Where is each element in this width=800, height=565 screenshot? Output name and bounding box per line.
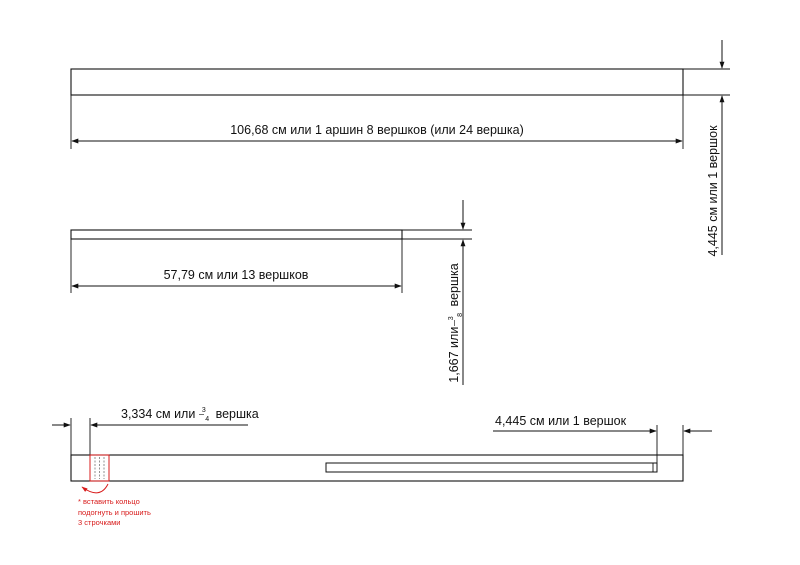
strip-2 <box>71 200 472 385</box>
strip-1-width-label: 4,445 см или 1 вершок <box>706 125 720 257</box>
strip-2-rect <box>71 230 402 239</box>
strip-3 <box>52 401 712 493</box>
strip-2-width-label <box>442 263 465 382</box>
note-line-2: подогнуть и прошить <box>78 508 151 517</box>
strip-3-end-label <box>121 401 259 424</box>
strip-3-slot <box>326 463 657 472</box>
strip-2-width-frac-den: 8 <box>457 312 464 317</box>
strip-2-width-suffix: вершка <box>447 263 461 307</box>
svg-text:1,667 или 3 8 <box>442 263 465 382</box>
strip-3-end-suffix: вершка <box>215 407 259 421</box>
note-line-3: 3 строчками <box>78 518 121 527</box>
strip-3-end-prefix: 3,334 см или <box>121 407 196 421</box>
strip-2-width-frac-num: 3 <box>448 316 455 321</box>
strip-2-length-label: 57,79 см или 13 вершков <box>163 268 309 282</box>
strip-3-right-label: 4,445 см или 1 вершок <box>495 414 627 428</box>
strip-1-length-label: 106,68 см или 1 аршин 8 вершков (или 24 вершка) <box>230 123 524 137</box>
annotation-note <box>78 497 151 527</box>
strip-2-width-prefix: 1,667 или <box>447 326 461 383</box>
strip-3-end-frac-den: 4 <box>205 416 210 423</box>
strip-1 <box>71 40 730 257</box>
note-line-1: * вставить кольцо <box>78 497 140 506</box>
strip-3-end-frac-num: 3 <box>201 407 206 414</box>
fold-arrow <box>82 484 108 493</box>
strip-1-rect <box>71 69 683 95</box>
strip-3-rect <box>71 455 683 481</box>
